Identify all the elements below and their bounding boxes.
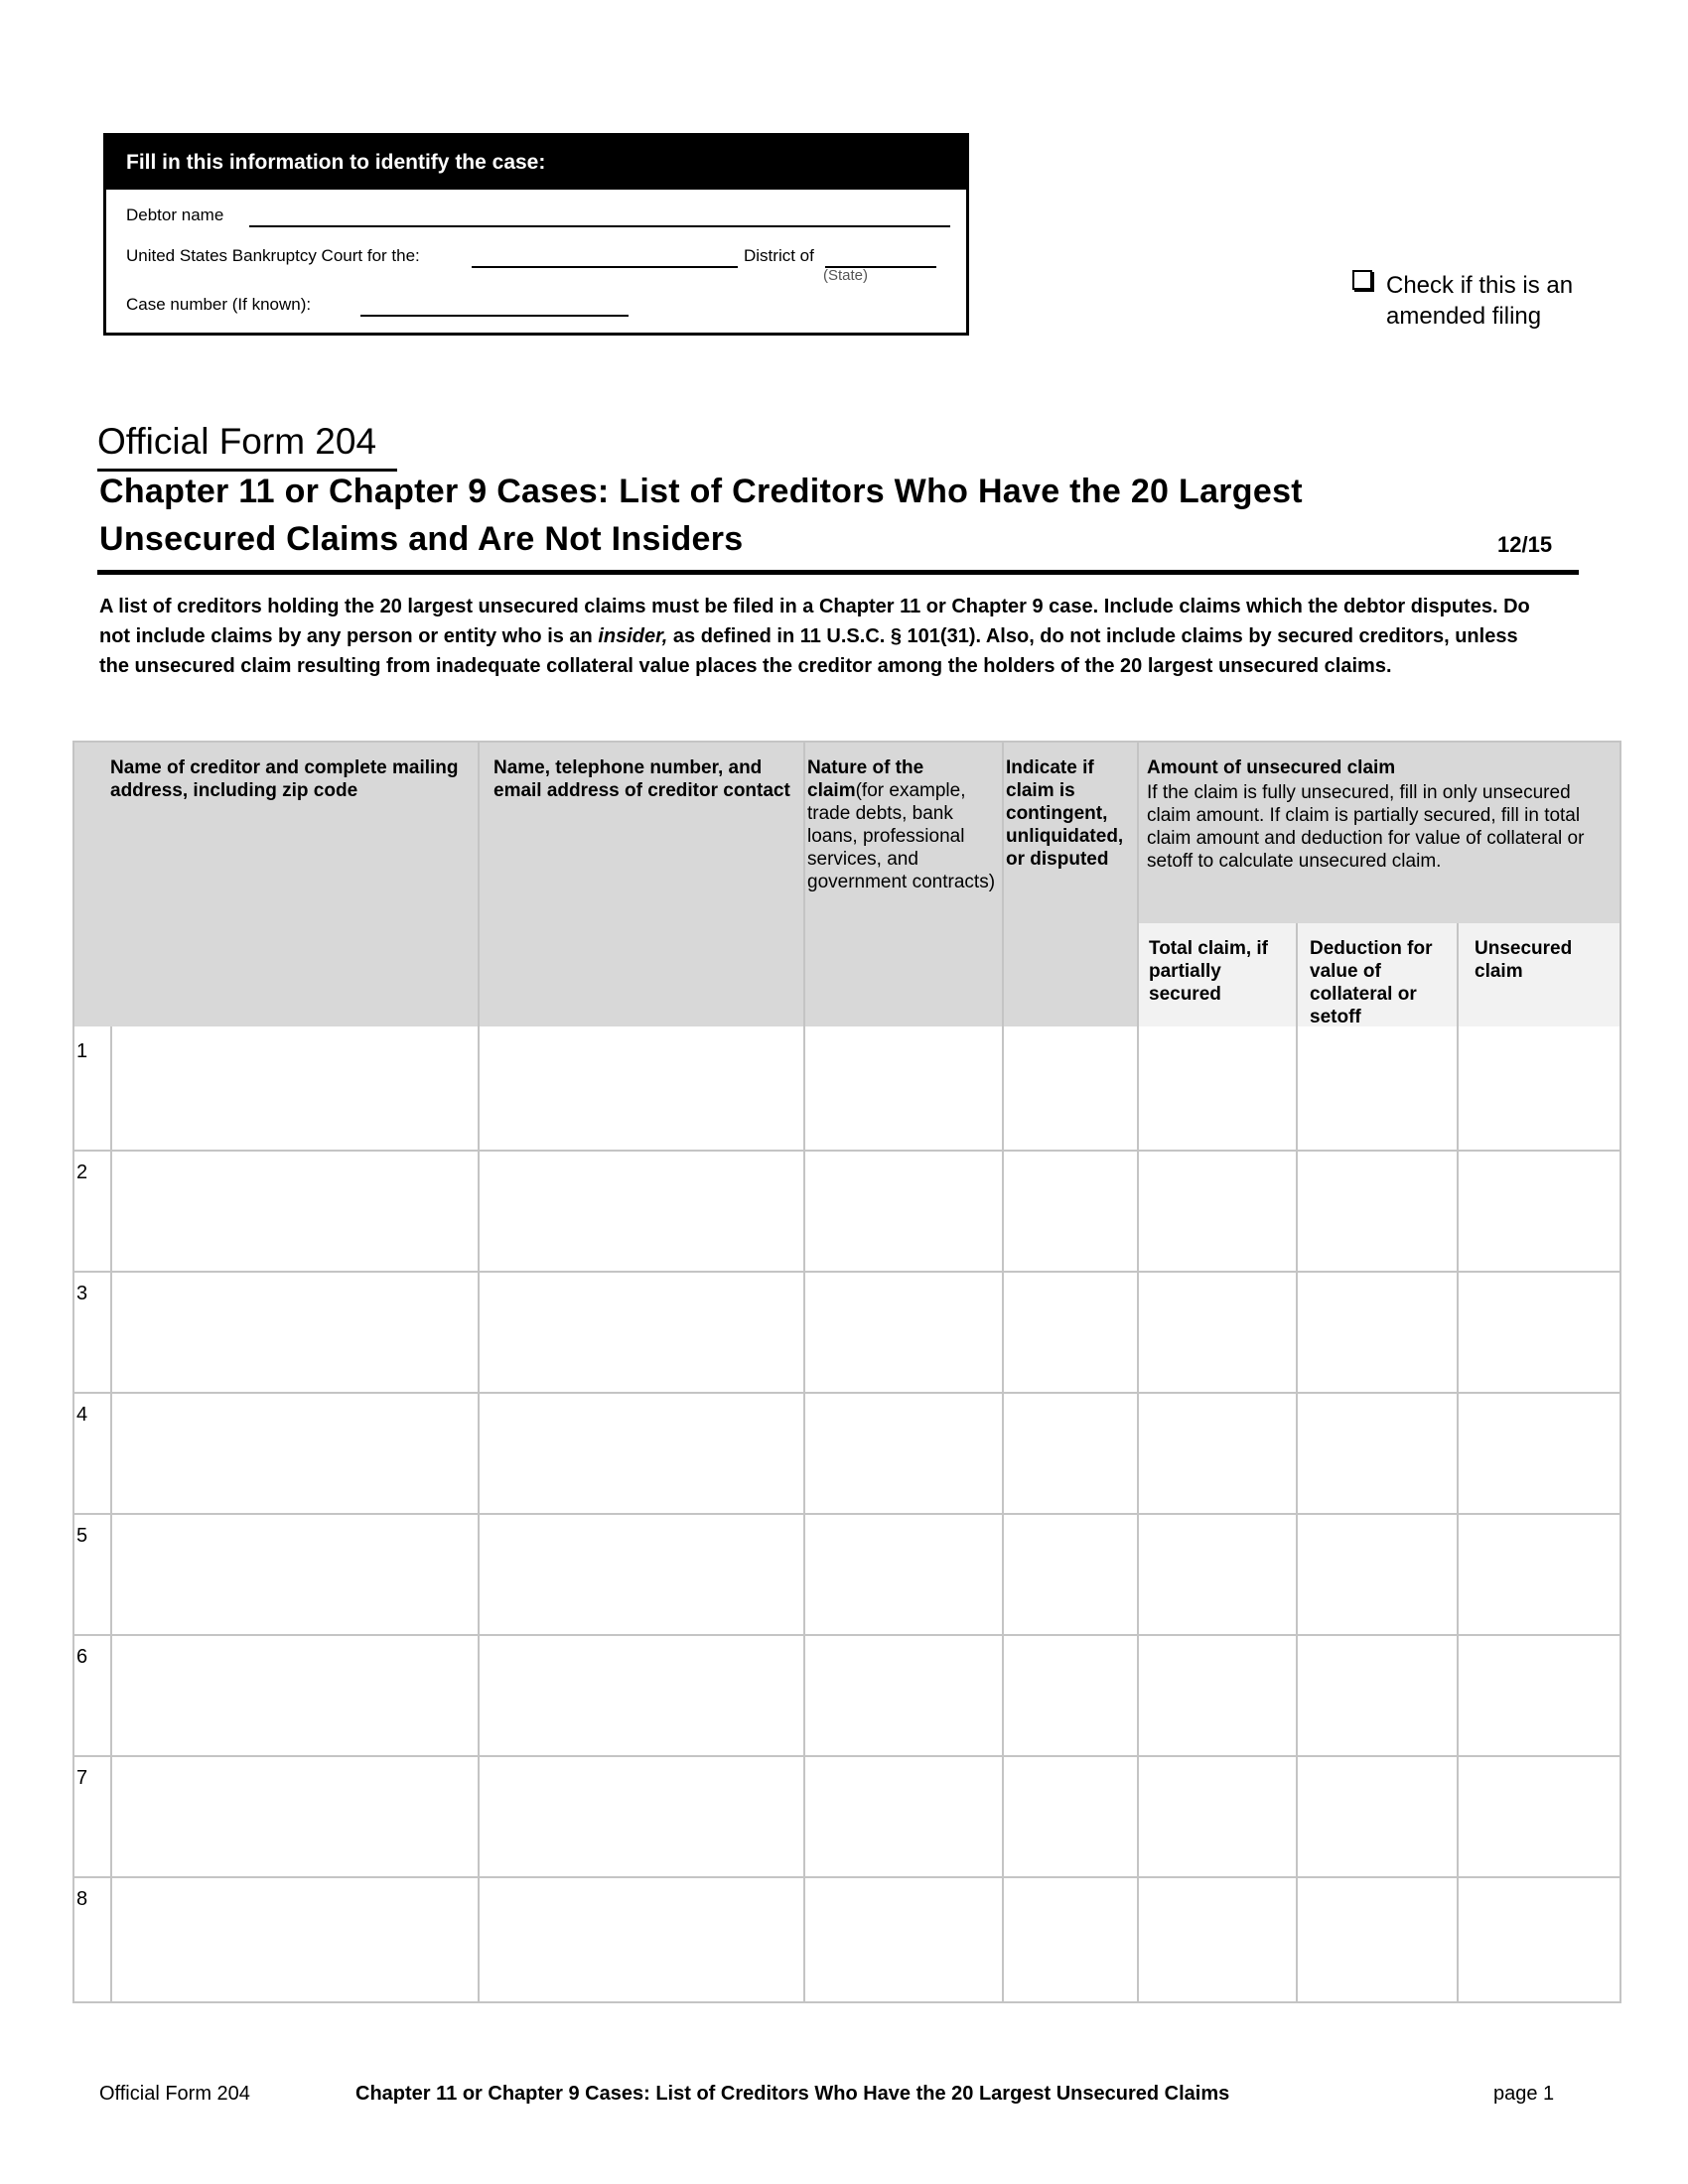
grid-line-h (74, 1755, 1619, 1757)
col-header-creditor: Name of creditor and complete mailing address, including zip code (110, 757, 459, 801)
form-label-rule (97, 469, 397, 472)
case-box-header: Fill in this information to identify the case: (106, 136, 966, 190)
col-header-nature (807, 756, 1002, 893)
form-title-line-2: Unsecured Claims and Are Not Insiders (99, 520, 744, 558)
grid-line-h (74, 1150, 1619, 1152)
intro-paragraph (99, 592, 1549, 681)
intro-text-2: as defined in 11 U.S.C. § 101(31). Also, do not include claims by secured creditors, unless the unsecured claim resulting from inadequate collateral value places the creditor among the holders of the 20 largest unsecured claims. (99, 625, 1518, 677)
case-info-box (103, 133, 969, 336)
title-rule (97, 570, 1579, 575)
row-number: 3 (76, 1283, 88, 1304)
amended-filing-checkbox[interactable] (1352, 270, 1372, 290)
amount-title: Amount of unsecured claim (1147, 757, 1396, 778)
grid-line-v (803, 743, 805, 2003)
amount-desc: If the claim is fully unsecured, fill in only unsecured claim amount. If claim is partially secured, fill in total claim amount and deduction for value of collateral or setoff to calculate unsecured claim. (1147, 782, 1585, 872)
col-header-indicate: Indicate if claim is contingent, unliquidated, or disputed (1006, 757, 1124, 870)
intro-text-1: A list of creditors holding the 20 largest unsecured claims must be filed in a Chapter 11 or Chapter 9 case. Include claims which the debtor disputes. Do not include claims by any person or entity who is an (99, 596, 1530, 647)
court-label: United States Bankruptcy Court for the: (126, 246, 420, 265)
grid-line-v (110, 1026, 112, 2003)
row-number: 8 (76, 1888, 88, 1910)
grid-line-v (1002, 743, 1004, 2003)
row-number: 2 (76, 1161, 88, 1183)
form-title-line-1: Chapter 11 or Chapter 9 Cases: List of Creditors Who Have the 20 Largest (99, 473, 1303, 510)
grid-line-h (74, 1876, 1619, 1878)
row-number: 7 (76, 1767, 88, 1789)
footer-title: Chapter 11 or Chapter 9 Cases: List of Creditors Who Have the 20 Largest Unsecured Claims (355, 2083, 1230, 2105)
amended-filing-label (1386, 270, 1615, 332)
amended-line-2: amended filing (1386, 303, 1542, 330)
grid-line-h (74, 1513, 1619, 1515)
court-field[interactable] (472, 266, 738, 268)
col-header-amount (1147, 756, 1612, 873)
sub-header-total: Total claim, if partially secured (1149, 938, 1269, 1005)
form-label: Official Form 204 (97, 421, 377, 462)
case-number-field[interactable] (360, 315, 629, 317)
sub-header-deduction: Deduction for value of collateral or setoff (1310, 938, 1433, 1027)
amended-line-1: Check if this is an (1386, 272, 1574, 299)
footer-page-number: page 1 (1493, 2083, 1555, 2105)
grid-line-v (1296, 923, 1298, 2003)
grid-line-v (1137, 743, 1139, 2003)
row-number: 5 (76, 1525, 88, 1547)
state-note: (State) (823, 267, 869, 284)
grid-line-h (74, 1271, 1619, 1273)
creditors-table (72, 741, 1621, 2003)
nature-rest: (for example, trade debts, bank loans, professional services, and government contracts) (807, 780, 996, 892)
col-header-contact: Name, telephone number, and email address of creditor contact (493, 757, 790, 801)
form-version: 12/15 (1497, 532, 1553, 557)
district-label: District of (744, 246, 814, 265)
grid-line-v (1457, 923, 1459, 2003)
grid-line-h (74, 1634, 1619, 1636)
debtor-name-field[interactable] (249, 225, 950, 227)
grid-line-h (74, 1392, 1619, 1394)
intro-insider: insider, (598, 625, 668, 647)
row-number: 4 (76, 1404, 88, 1426)
debtor-name-label: Debtor name (126, 205, 224, 224)
row-number: 1 (76, 1040, 88, 1062)
grid-line-v (478, 743, 480, 2003)
sub-header-unsecured: Unsecured claim (1475, 938, 1573, 982)
case-number-label: Case number (If known): (126, 295, 312, 314)
row-number: 6 (76, 1646, 88, 1668)
footer-form-label: Official Form 204 (99, 2083, 250, 2105)
nature-bold: Nature of the claim (807, 757, 924, 801)
